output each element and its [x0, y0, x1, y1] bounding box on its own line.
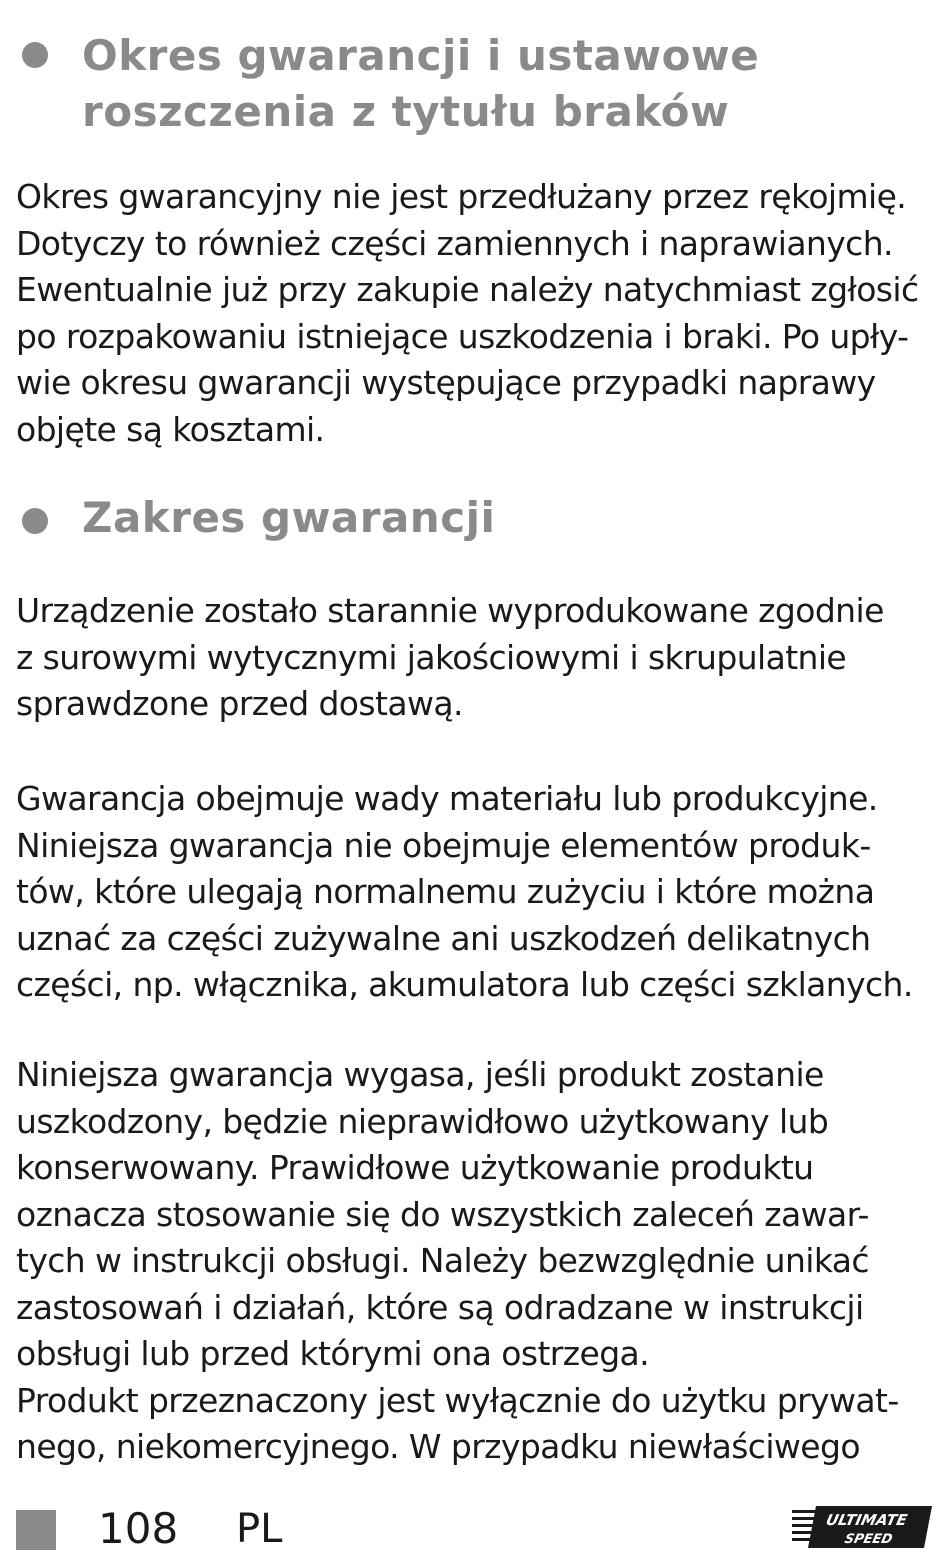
text-line: Okres gwarancyjny nie jest przedłużany przez rękojmię. — [16, 177, 907, 216]
text-line: części, np. włącznika, akumulatora lub części szklanych. — [16, 965, 913, 1004]
paragraph-warranty-period — [16, 174, 936, 453]
text-line: obsługi lub przed którymi ona ostrzega. — [16, 1334, 650, 1373]
text-line: uznać za części zużywalne ani uszkodzeń delikatnych — [16, 918, 871, 958]
text-line: uszkodzony, będzie nieprawidłowo użytkowany lub — [16, 1101, 829, 1141]
heading-bullet-icon — [22, 42, 48, 68]
heading-line: roszczenia z tytułu braków — [82, 87, 730, 136]
language-code: PL — [236, 1506, 283, 1552]
text-line: Produkt przeznaczony jest wyłącznie do użytku prywat- — [16, 1380, 899, 1420]
logo-text-top: ULTIMATE — [824, 1511, 909, 1529]
text-line: nego, niekomercyjnego. W przypadku niewłaściwego — [16, 1427, 860, 1466]
text-line: objęte są kosztami. — [16, 409, 325, 449]
text-line: konserwowany. Prawidłowe użytkowanie produktu — [16, 1148, 814, 1187]
heading-text — [82, 490, 942, 546]
text-line: oznacza stosowanie się do wszystkich zaleceń zawar- — [16, 1194, 869, 1234]
heading-line: Okres gwarancji i ustawowe — [82, 31, 760, 80]
text-line: Dotyczy to również części zamiennych i naprawianych. — [16, 223, 893, 263]
text-line: Niniejsza gwarancja nie obejmuje elementów produk- — [16, 825, 871, 865]
page-marker-square — [16, 1510, 56, 1550]
paragraph-device-quality — [16, 588, 936, 728]
ultimate-speed-logo — [790, 1504, 934, 1550]
text-line: wie okresu gwarancji występujące przypadki naprawy — [16, 363, 876, 402]
logo-text-bottom: SPEED — [843, 1532, 894, 1547]
text-line: Niniejsza gwarancja wygasa, jeśli produkt zostanie — [16, 1055, 824, 1094]
heading-line: Zakres gwarancji — [82, 493, 496, 542]
text-line: po rozpakowaniu istniejące uszkodzenia i braki. Po upły- — [16, 316, 909, 356]
text-line: zastosowań i działań, które są odradzane w instrukcji — [16, 1287, 864, 1327]
text-line: Gwarancja obejmuje wady materiału lub produkcyjne. — [16, 779, 878, 818]
text-line: sprawdzone przed dostawą. — [16, 684, 463, 723]
paragraph-warranty-coverage — [16, 776, 936, 1009]
heading-text — [82, 28, 942, 140]
text-line: tów, które ulegają normalnemu zużyciu i które można — [16, 872, 875, 911]
heading-bullet-icon — [22, 508, 48, 534]
text-line: tych w instrukcji obsługi. Należy bezwzględnie unikać — [16, 1241, 869, 1280]
page-number: 108 — [98, 1504, 179, 1553]
text-line: z surowymi wytycznymi jakościowymi i skrupulatnie — [16, 637, 847, 677]
paragraph-warranty-expiry — [16, 1052, 936, 1471]
text-line: Ewentualnie już przy zakupie należy natychmiast zgłosić — [16, 270, 919, 309]
text-line: Urządzenie zostało starannie wyprodukowane zgodnie — [16, 591, 884, 630]
